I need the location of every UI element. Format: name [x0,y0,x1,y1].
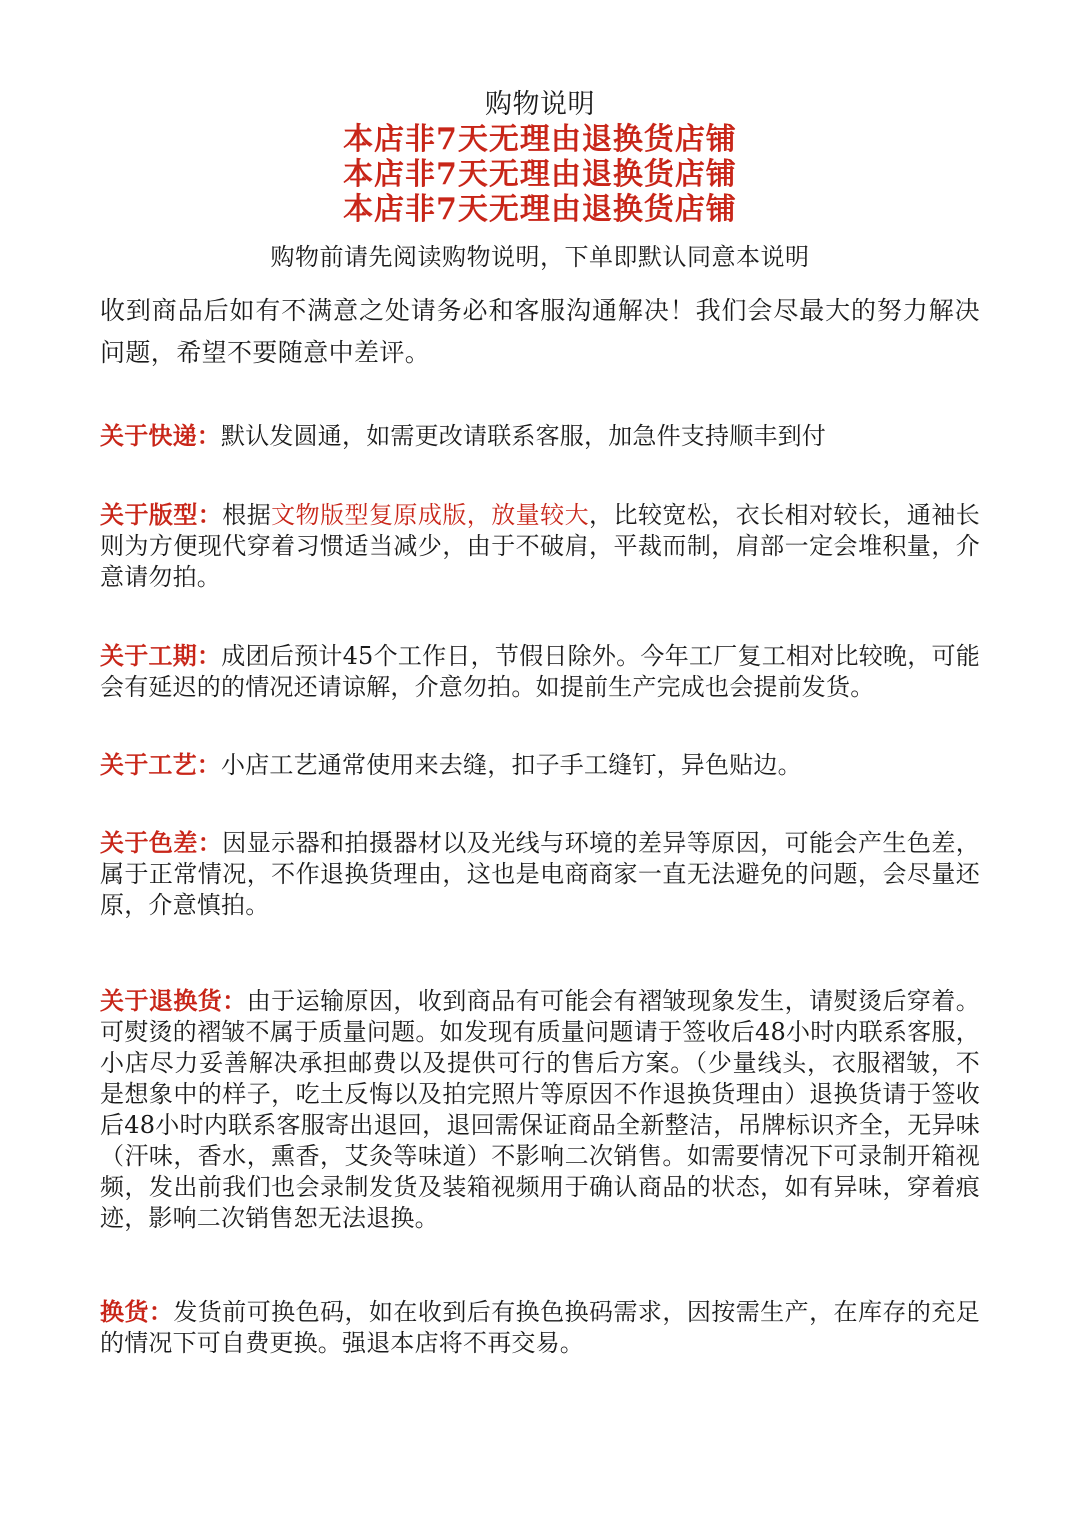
section-fit-body-highlight: 文物版型复原成版，放量较大 [271,501,590,529]
section-lead-time [100,640,980,703]
section-craft [100,749,980,781]
section-craft-label: 关于工艺： [100,750,221,779]
warning-line-1: 本店非7天无理由退换货店铺 [343,122,737,157]
section-fit-body-after: ，比较宽松，衣长相对较长，通袖长则为方便现代穿着习惯适当减少，由于不破肩，平裁而制，肩部一定会堆积量，介意请勿拍。 [100,501,981,591]
section-returns [100,985,980,1234]
section-craft-body: 小店工艺通常使用来去缝，扣子手工缝钉，异色贴边。 [221,751,802,779]
section-fit-body-before: 根据 [222,501,272,529]
section-delivery-label: 关于快递： [100,421,221,450]
document-header [100,88,980,272]
section-exchange [100,1296,980,1359]
section-exchange-body: 发货前可换色码，如在收到后有换色换码需求，因按需生产，在库存的充足的情况下可自费更换。强退本店将不再交易。 [100,1298,980,1357]
section-returns-body: 由于运输原因，收到商品有可能会有褶皱现象发生，请熨烫后穿着。可熨烫的褶皱不属于质量问题。如发现有质量问题请于签收后48小时内联系客服，小店尽力妥善解决承担邮费以及提供可行的售后方案。（少量线头，衣服褶皱，不是想象中的样子，吃土反悔以及拍完照片等原因不作退换货理由）退换货请于签收后48小时内联系客服寄出退回，退回需保证商品全新整洁，吊牌标识齐全，无异味（汗味，香水，熏香，艾灸等味道）不影响二次销售。如需要情况下可录制开箱视频，发出前我们也会录制发货及装箱视频用于确认商品的状态，如有异味，穿着痕迹，影响二次销售恕无法退换。 [100,987,981,1232]
section-exchange-label: 换货： [100,1297,174,1326]
warning-line-3: 本店非7天无理由退换货店铺 [343,192,737,227]
section-fit-label: 关于版型： [100,500,223,529]
intro-paragraph: 收到商品后如有不满意之处请务必和客服沟通解决！我们会尽最大的努力解决问题，希望不要随意中差评。 [100,296,980,367]
section-delivery-body: 默认发圆通，如需更改请联系客服，加急件支持顺丰到付 [221,422,826,450]
document-subtitle: 购物前请先阅读购物说明，下单即默认同意本说明 [270,243,810,271]
section-color-difference [100,827,980,921]
section-color-difference-body: 因显示器和拍摄器材以及光线与环境的差异等原因，可能会产生色差，属于正常情况，不作退换货理由，这也是电商商家一直无法避免的问题，会尽量还原，介意慎拍。 [100,829,981,919]
section-returns-label: 关于退换货： [100,986,247,1015]
section-fit [100,499,980,593]
page-title: 购物说明 [485,89,595,120]
section-lead-time-body: 成团后预计45个工作日，节假日除外。今年工厂复工相对比较晚，可能会有延迟的的情况还请谅解，介意勿拍。如提前生产完成也会提前发货。 [100,642,981,701]
section-delivery [100,420,980,452]
warning-line-2: 本店非7天无理由退换货店铺 [343,157,737,192]
section-lead-time-label: 关于工期： [100,641,222,670]
section-color-difference-label: 关于色差： [100,828,223,857]
